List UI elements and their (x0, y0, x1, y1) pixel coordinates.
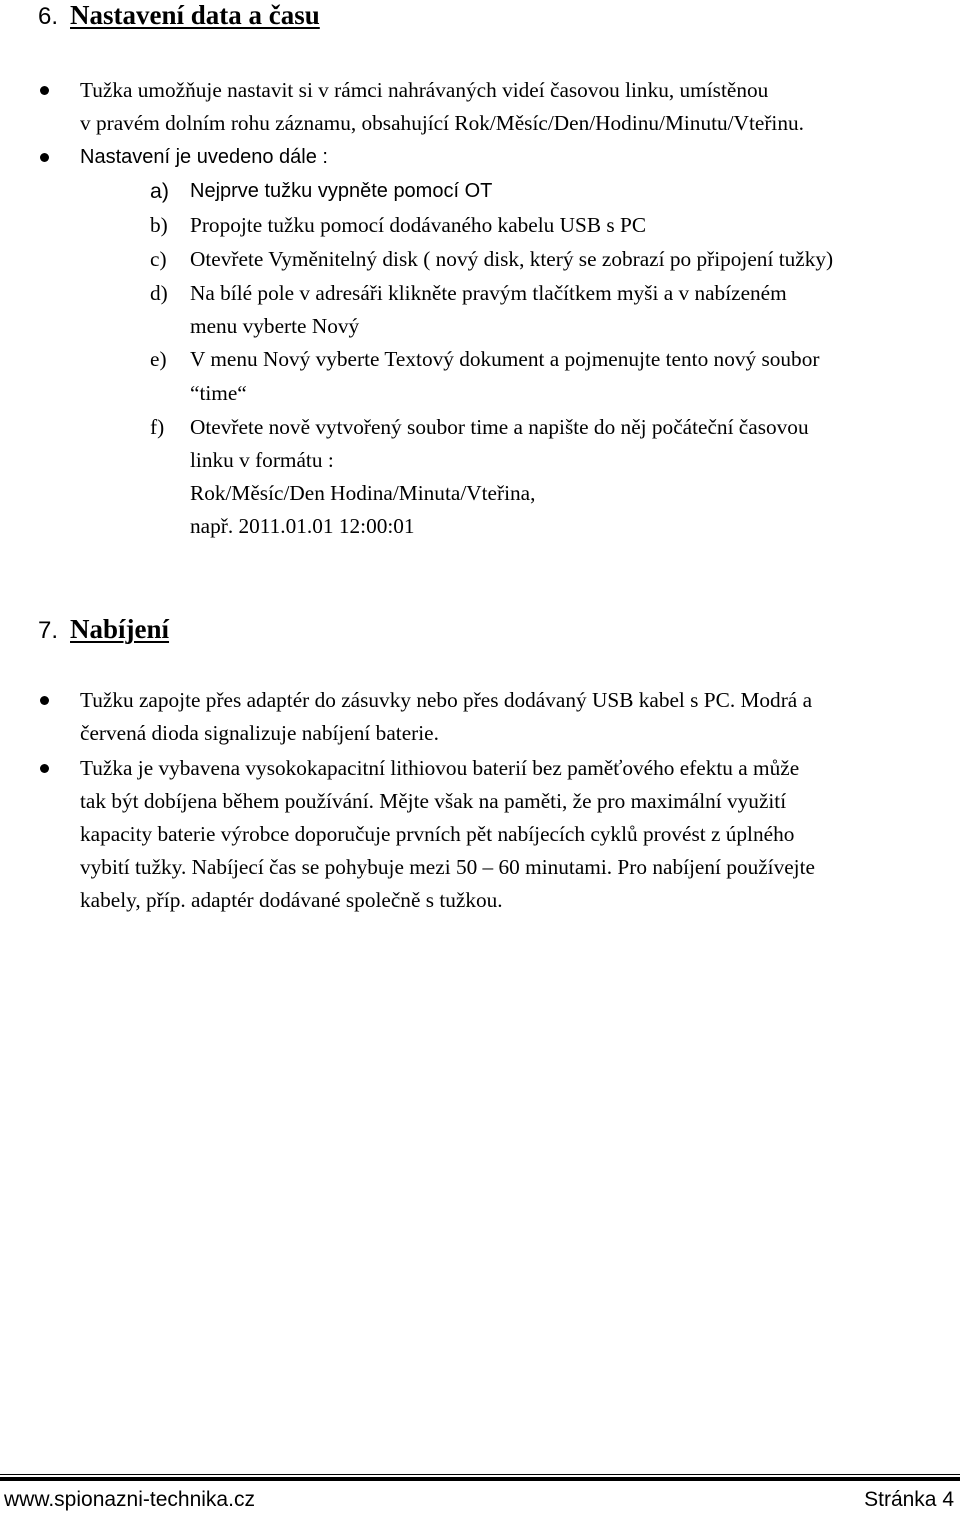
footer-page-number: Stránka 4 (864, 1488, 954, 1511)
bullet-icon (40, 696, 49, 705)
step-e-line-2: “time“ (190, 381, 247, 405)
bullet-icon (40, 86, 49, 95)
bullet-icon (40, 764, 49, 773)
section-7-bullet-1-line-2: červená dioda signalizuje nabíjení baterie. (80, 721, 439, 745)
footer-rule-thin (0, 1474, 960, 1475)
section-7-title: Nabíjení (70, 614, 170, 644)
step-f-line-2: linku v formátu : (190, 448, 334, 472)
step-b-line-1: Propojte tužku pomocí dodávaného kabelu USB s PC (190, 213, 647, 237)
step-c-label: c) (150, 247, 167, 271)
section-6-bullet-1-line-1: Tužka umožňuje nastavit si v rámci nahrávaných videí časovou linku, umístěnou (80, 78, 769, 102)
section-6-bullet-2: Nastavení je uvedeno dále : (80, 146, 328, 168)
bullet-icon (40, 153, 49, 162)
section-6-bullet-1-line-2: v pravém dolním rohu záznamu, obsahující Rok/Měsíc/Den/Hodinu/Minutu/Vteřinu. (80, 111, 804, 135)
step-f-line-4: např. 2011.01.01 12:00:01 (190, 514, 415, 538)
step-e-line-1: V menu Nový vyberte Textový dokument a pojmenujte tento nový soubor (190, 347, 820, 371)
step-c-line-1: Otevřete Vyměnitelný disk ( nový disk, který se zobrazí po připojení tužky) (190, 247, 834, 271)
step-d-line-1: Na bílé pole v adresáři klikněte pravým tlačítkem myši a v nabízeném (190, 281, 787, 305)
section-7-heading (38, 614, 169, 646)
step-f-line-3: Rok/Měsíc/Den Hodina/Minuta/Vteřina, (190, 481, 536, 505)
section-6-heading (38, 0, 320, 32)
footer-rule-thick (0, 1477, 960, 1481)
step-b-label: b) (150, 213, 168, 237)
section-7-bullet-1-line-1: Tužku zapojte přes adaptér do zásuvky nebo přes dodávaný USB kabel s PC. Modrá a (80, 688, 813, 712)
step-e-label: e) (150, 347, 167, 371)
section-7-bullet-2-line-3: kapacity baterie výrobce doporučuje prvních pět nabíjecích cyklů provést z úplného (80, 822, 795, 846)
section-7-number: 7. (38, 617, 59, 644)
section-7-bullet-2-line-4: vybití tužky. Nabíjecí čas se pohybuje mezi 50 – 60 minutami. Pro nabíjení používejte (80, 855, 815, 879)
section-6-title: Nastavení data a času (70, 0, 320, 30)
step-d-line-2: menu vyberte Nový (190, 314, 360, 338)
footer-website-link[interactable]: www.spionazni-technika.cz (4, 1488, 255, 1511)
step-f-line-1: Otevřete nově vytvořený soubor time a napište do něj počáteční časovou (190, 415, 809, 439)
step-a-line-1: Nejprve tužku vypněte pomocí OT (190, 180, 493, 202)
section-7-bullet-2-line-5: kabely, příp. adaptér dodávané společně s tužkou. (80, 888, 503, 912)
section-7-bullet-2-line-2: tak být dobíjena během používání. Mějte však na paměti, že pro maximální využití (80, 789, 787, 813)
step-a-label: a) (150, 179, 169, 203)
step-d-label: d) (150, 281, 168, 305)
step-f-label: f) (150, 415, 165, 439)
section-6-number: 6. (38, 3, 59, 30)
section-7-bullet-2-line-1: Tužka je vybavena vysokokapacitní lithiovou baterií bez paměťového efektu a může (80, 756, 800, 780)
